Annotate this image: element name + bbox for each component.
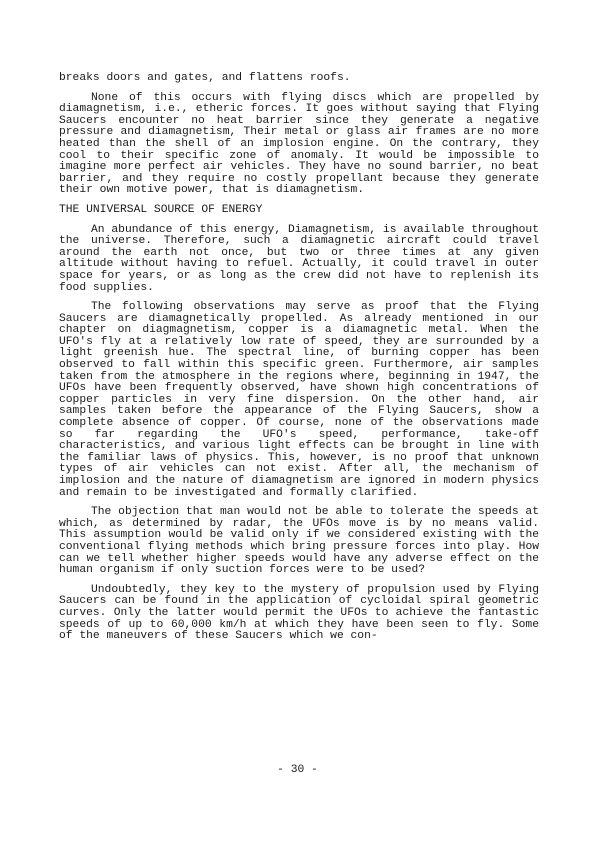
page-number: - 30 - <box>277 764 318 776</box>
paragraph-4: The following observations may serve as proof that the Flying Saucers are diamagnetically propelled. As already mentioned in our chapter on diagmagnetism, copper is a diamagnetic metal. When the UFO's fly at a relatively low rate of speed, they are surrounded by a light greenish hue. The spectral line, of burning copper has been observed to fall within this specific green. Furthermore, air samples taken from the atmosphere in the regions where, beginning in 1947, the UFOs have been frequently observed, have shown high concentrations of copper particles in very fine dispersion. On the other hand, air samples taken before the appearance of the Flying Saucers, show a complete absence of copper. Of course, none of the observations made so far regarding the UFO's speed, performance, take-off characteristics, and various light effects can be brought in line with the familiar laws of physics. This, however, is no proof that unknown types of air vehicles can not exist. After all, the mechanism of implosion and the nature of diamagnetism are ignored in modern physics and remain to be investigated and formally clarified. <box>59 301 539 499</box>
paragraph-3: An abundance of this energy, Diamagnetism, is available throughout the universe. Therefore, such a diamagnetic aircraft could travel around the earth not once, but two or three times at any given altitude without having to refuel. Actually, it could travel in outer space for years, or as long as the crew did not have to replenish its food supplies. <box>59 223 539 294</box>
paragraph-1: breaks doors and gates, and flattens roofs. <box>59 72 351 84</box>
document-body <box>59 73 539 651</box>
paragraph-6: Undoubtedly, they key to the mystery of propulsion used by Flying Saucers can be found in the application of cycloidal spiral geometric curves. Only the latter would permit the UFOs to achieve the fantastic speeds of up to 60,000 km/h at which they have been seen to fly. Some of the maneuvers of these Saucers which we con- <box>59 583 539 643</box>
section-heading: THE UNIVERSAL SOURCE OF ENERGY <box>59 203 263 216</box>
paragraph-5: The objection that man would not be able to tolerate the speeds at which, as determined by radar, the UFOs move is by no means valid. This assumption would be valid only if we considered existing with the conventional flying methods which bring pressure forces into play. How can we tell whether higher speeds would have any adverse effect on the human organism if only suction forces were to be used? <box>59 506 539 577</box>
paragraph-2: None of this occurs with flying discs which are propelled by diamagnetism, i.e., etheric forces. It goes without saying that Flying Saucers encounter no heat barrier since they generate a negative pressure and diamagnetism, Their metal or glass air frames are no more heated than the shell of an implosion engine. On the contrary, they cool to their specific zone of anomaly. It would be impossible to imagine more perfect air vehicles. They have no sound barrier, no beat barrier, and they require no costly propellant because they generate their own motive power, that is diamagnetism. <box>59 91 539 197</box>
